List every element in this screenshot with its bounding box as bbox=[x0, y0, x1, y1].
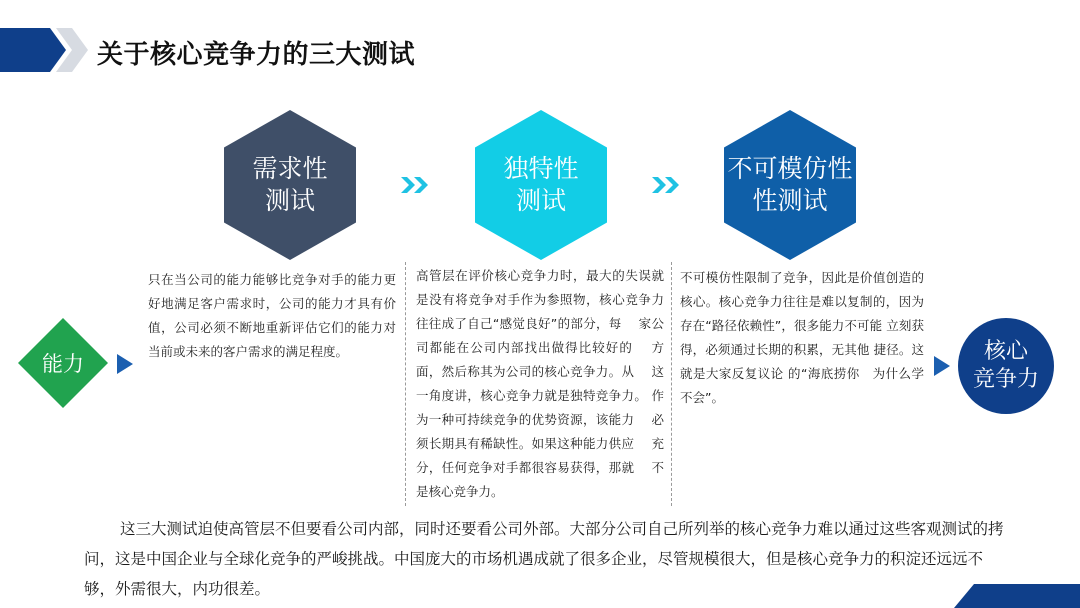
divider bbox=[671, 262, 672, 506]
hexagon-label-line1: 独特性 bbox=[503, 154, 579, 183]
hexagon-label-line2: 性测试 bbox=[752, 186, 828, 215]
hexagon-label bbox=[724, 110, 856, 260]
summary-text: 这三大测试迫使高管层不但要看公司内部，同时还要看公司外部。大部分公司自己所列举的核心竞争力难以通过这些客观测试的拷问，这是中国企业与全球化竞争的严峻挑战。中国庞大的市场机遇成就了很多企业，尽管规模很大，但是核心竞争力的积淀还远远不够，外需很大，内功很差。 bbox=[84, 520, 1004, 598]
uniqueness-test-description: 高管层在评价核心竞争力时，最大的失误就是没有将竞争对手作为参照物，核心竞争力往往成了自己“感觉良好”的部分，每 家公司都能在公司内部找出做得比较好的 方面，然后称其为公司的核心竞争力。从 这一角度讲，核心竞争力就是独特竞争力。 作为一种可持续竞争的优势资源，该能力 必须长期具有稀缺性。如果这种能力供应 充分，任何竞争对手都很容易获得，那就 不是核心竞争力。 bbox=[416, 268, 664, 499]
hexagon-label-line2: 测试 bbox=[264, 186, 315, 215]
hexagon-label-line1: 不可模仿性 bbox=[727, 154, 853, 183]
double-chevron-icon bbox=[401, 173, 441, 197]
hexagon-label-line2: 测试 bbox=[515, 186, 566, 215]
triangle-arrow-icon bbox=[117, 354, 133, 374]
hexagon-demand-test bbox=[224, 110, 356, 260]
inimitability-test-description: 不可模仿性限制了竞争，因此是价值创造的核心。核心竞争力往往是难以复制的，因为存在“路径依赖性”，很多能力不可能 立刻获得，必须通过长期的积累，无其他 捷径。这就是大家反复议论 的“海底捞你 为什么学不会”。 bbox=[680, 270, 924, 405]
summary-paragraph bbox=[84, 514, 1009, 604]
circle-label-line1: 核心 bbox=[983, 339, 1028, 364]
hexagon-inimitability-test bbox=[724, 110, 856, 260]
corner-decoration bbox=[930, 584, 1080, 608]
double-chevron-icon bbox=[652, 173, 692, 197]
circle-label-line2: 竞争力 bbox=[972, 367, 1039, 392]
triangle-arrow-icon bbox=[934, 356, 950, 376]
page-title: 关于核心竞争力的三大测试 bbox=[97, 40, 416, 70]
divider bbox=[405, 262, 406, 506]
demand-test-description: 只在当公司的能力能够比竞争对手的能力更好地满足客户需求时，公司的能力才具有价值，公司必须不断地重新评估它们的能力对当前或未来的客户需求的满足程度。 bbox=[148, 272, 396, 359]
capability-label: 能力 bbox=[42, 352, 84, 376]
hexagon-label bbox=[475, 110, 607, 260]
hexagon-label bbox=[224, 110, 356, 260]
header-chevron-decoration bbox=[0, 28, 90, 72]
core-competence-circle bbox=[958, 318, 1054, 414]
hexagon-label-line1: 需求性 bbox=[252, 154, 328, 183]
hexagon-uniqueness-test bbox=[475, 110, 607, 260]
